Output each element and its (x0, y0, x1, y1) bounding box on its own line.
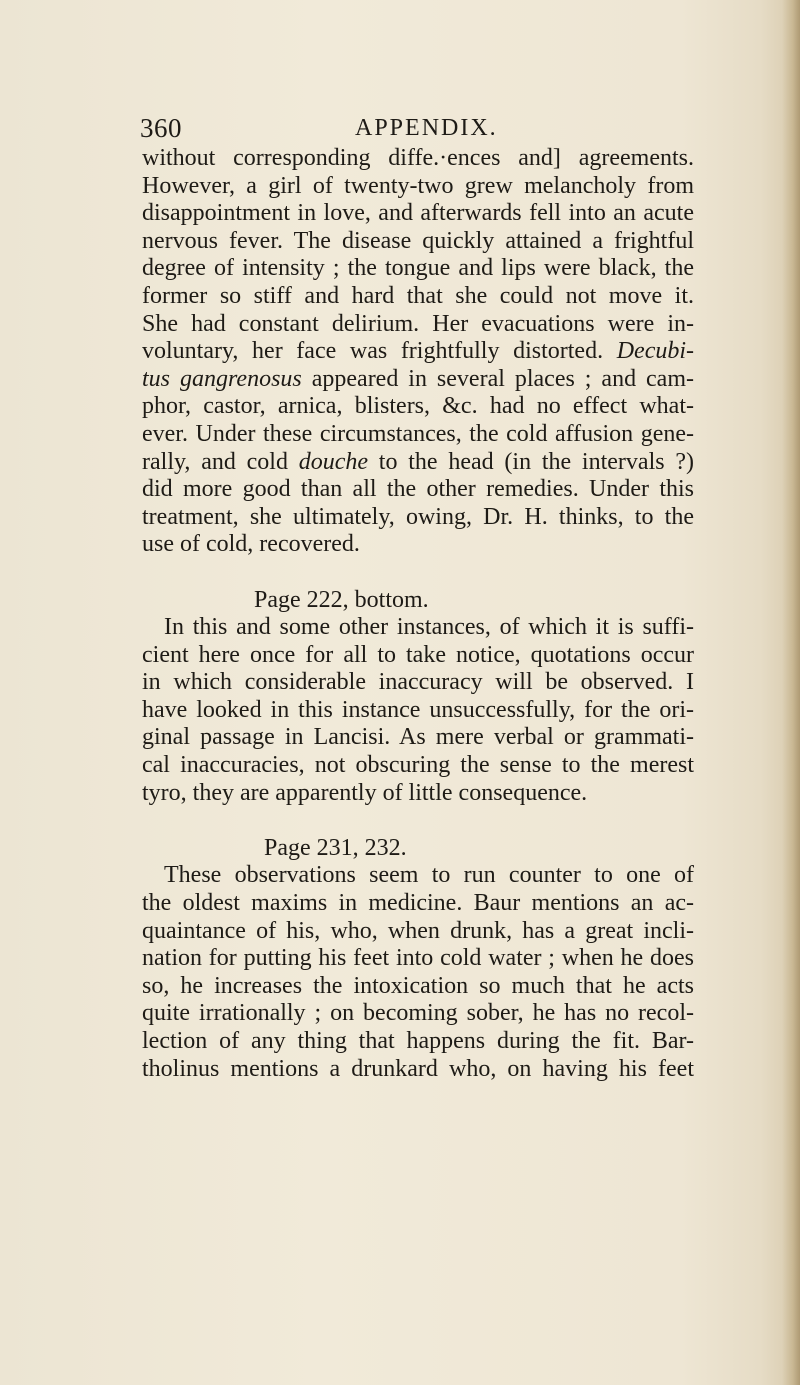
text-line: use of cold, recovered. (142, 531, 360, 558)
section-page-231 (142, 835, 694, 1083)
text-line: In this and some other instances, of which it is suffi- (164, 614, 694, 641)
text-segment: appeared in several places ; and cam- (301, 365, 694, 392)
text-line: However, a girl of twenty-two grew melancholy from (142, 172, 694, 199)
text-line: cient here once for all to take notice, quotations occur (142, 641, 694, 668)
text-line: degree of intensity ; the tongue and lips were black, the (142, 255, 694, 282)
italic-term: tus gangrenosus (142, 365, 302, 392)
text-line: She had constant delirium. Her evacuations were in- (142, 310, 694, 337)
italic-term: Decubi- (616, 338, 694, 365)
italic-term: douche (298, 448, 369, 475)
text-line: cal inaccuracies, not obscuring the sense to the merest (142, 752, 694, 779)
text-line (142, 338, 694, 366)
text-line: former so stiff and hard that she could not move it. (142, 282, 694, 309)
text-line: nervous fever. The disease quickly attained a frightful (142, 227, 694, 254)
text-line: nation for putting his feet into cold water ; when he does (142, 945, 694, 972)
page-header (140, 113, 660, 147)
spacer (142, 559, 694, 587)
page-edge-shadow (782, 0, 800, 1385)
text-line: ginal passage in Lancisi. As mere verbal or grammati- (142, 724, 694, 751)
text-line: treatment, she ultimately, owing, Dr. H. thinks, to the (142, 503, 694, 530)
text-line: tholinus mentions a drunkard who, on having his feet (142, 1055, 694, 1082)
text-line: did more good than all the other remedies. Under this (142, 476, 694, 503)
text-line: ever. Under these circumstances, the cold affusion gene- (142, 420, 694, 447)
text-segment: voluntary, her face was frightfully distorted. (142, 338, 617, 365)
text-line: have looked in this instance unsuccessfully, for the ori- (142, 696, 694, 723)
body-text (142, 145, 694, 1083)
section-heading: Page 222, bottom. (254, 586, 429, 613)
text-line: phor, castor, arnica, blisters, &c. had no effect what- (142, 393, 694, 420)
text-segment: rally, and cold (142, 448, 299, 475)
text-line: disappointment in love, and afterwards fell into an acute (142, 200, 694, 227)
running-head: APPENDIX. (355, 115, 498, 141)
section-heading: Page 231, 232. (264, 834, 407, 861)
text-line: lection of any thing that happens during the fit. Bar- (142, 1028, 694, 1054)
text-line (142, 366, 694, 394)
text-line: in which considerable inaccuracy will be observed. I (142, 669, 694, 696)
text-segment: to the head (in the intervals ?) (368, 448, 694, 475)
text-line (142, 449, 694, 477)
paragraph-1 (142, 145, 694, 559)
spacer (142, 807, 694, 835)
text-line: These observations seem to run counter to one of (164, 862, 694, 889)
section-page-222 (142, 587, 694, 808)
text-line: so, he increases the intoxication so much that he acts (142, 972, 694, 999)
page-number: 360 (140, 113, 182, 143)
text-line: quite irrationally ; on becoming sober, he has no recol- (142, 1000, 694, 1027)
text-line: the oldest maxims in medicine. Baur mentions an ac- (142, 890, 694, 917)
text-line: without corresponding diffe.·ences and] agreements. (142, 145, 694, 171)
text-line: tyro, they are apparently of little consequence. (142, 779, 588, 806)
text-line: quaintance of his, who, when drunk, has a great incli- (142, 917, 694, 944)
